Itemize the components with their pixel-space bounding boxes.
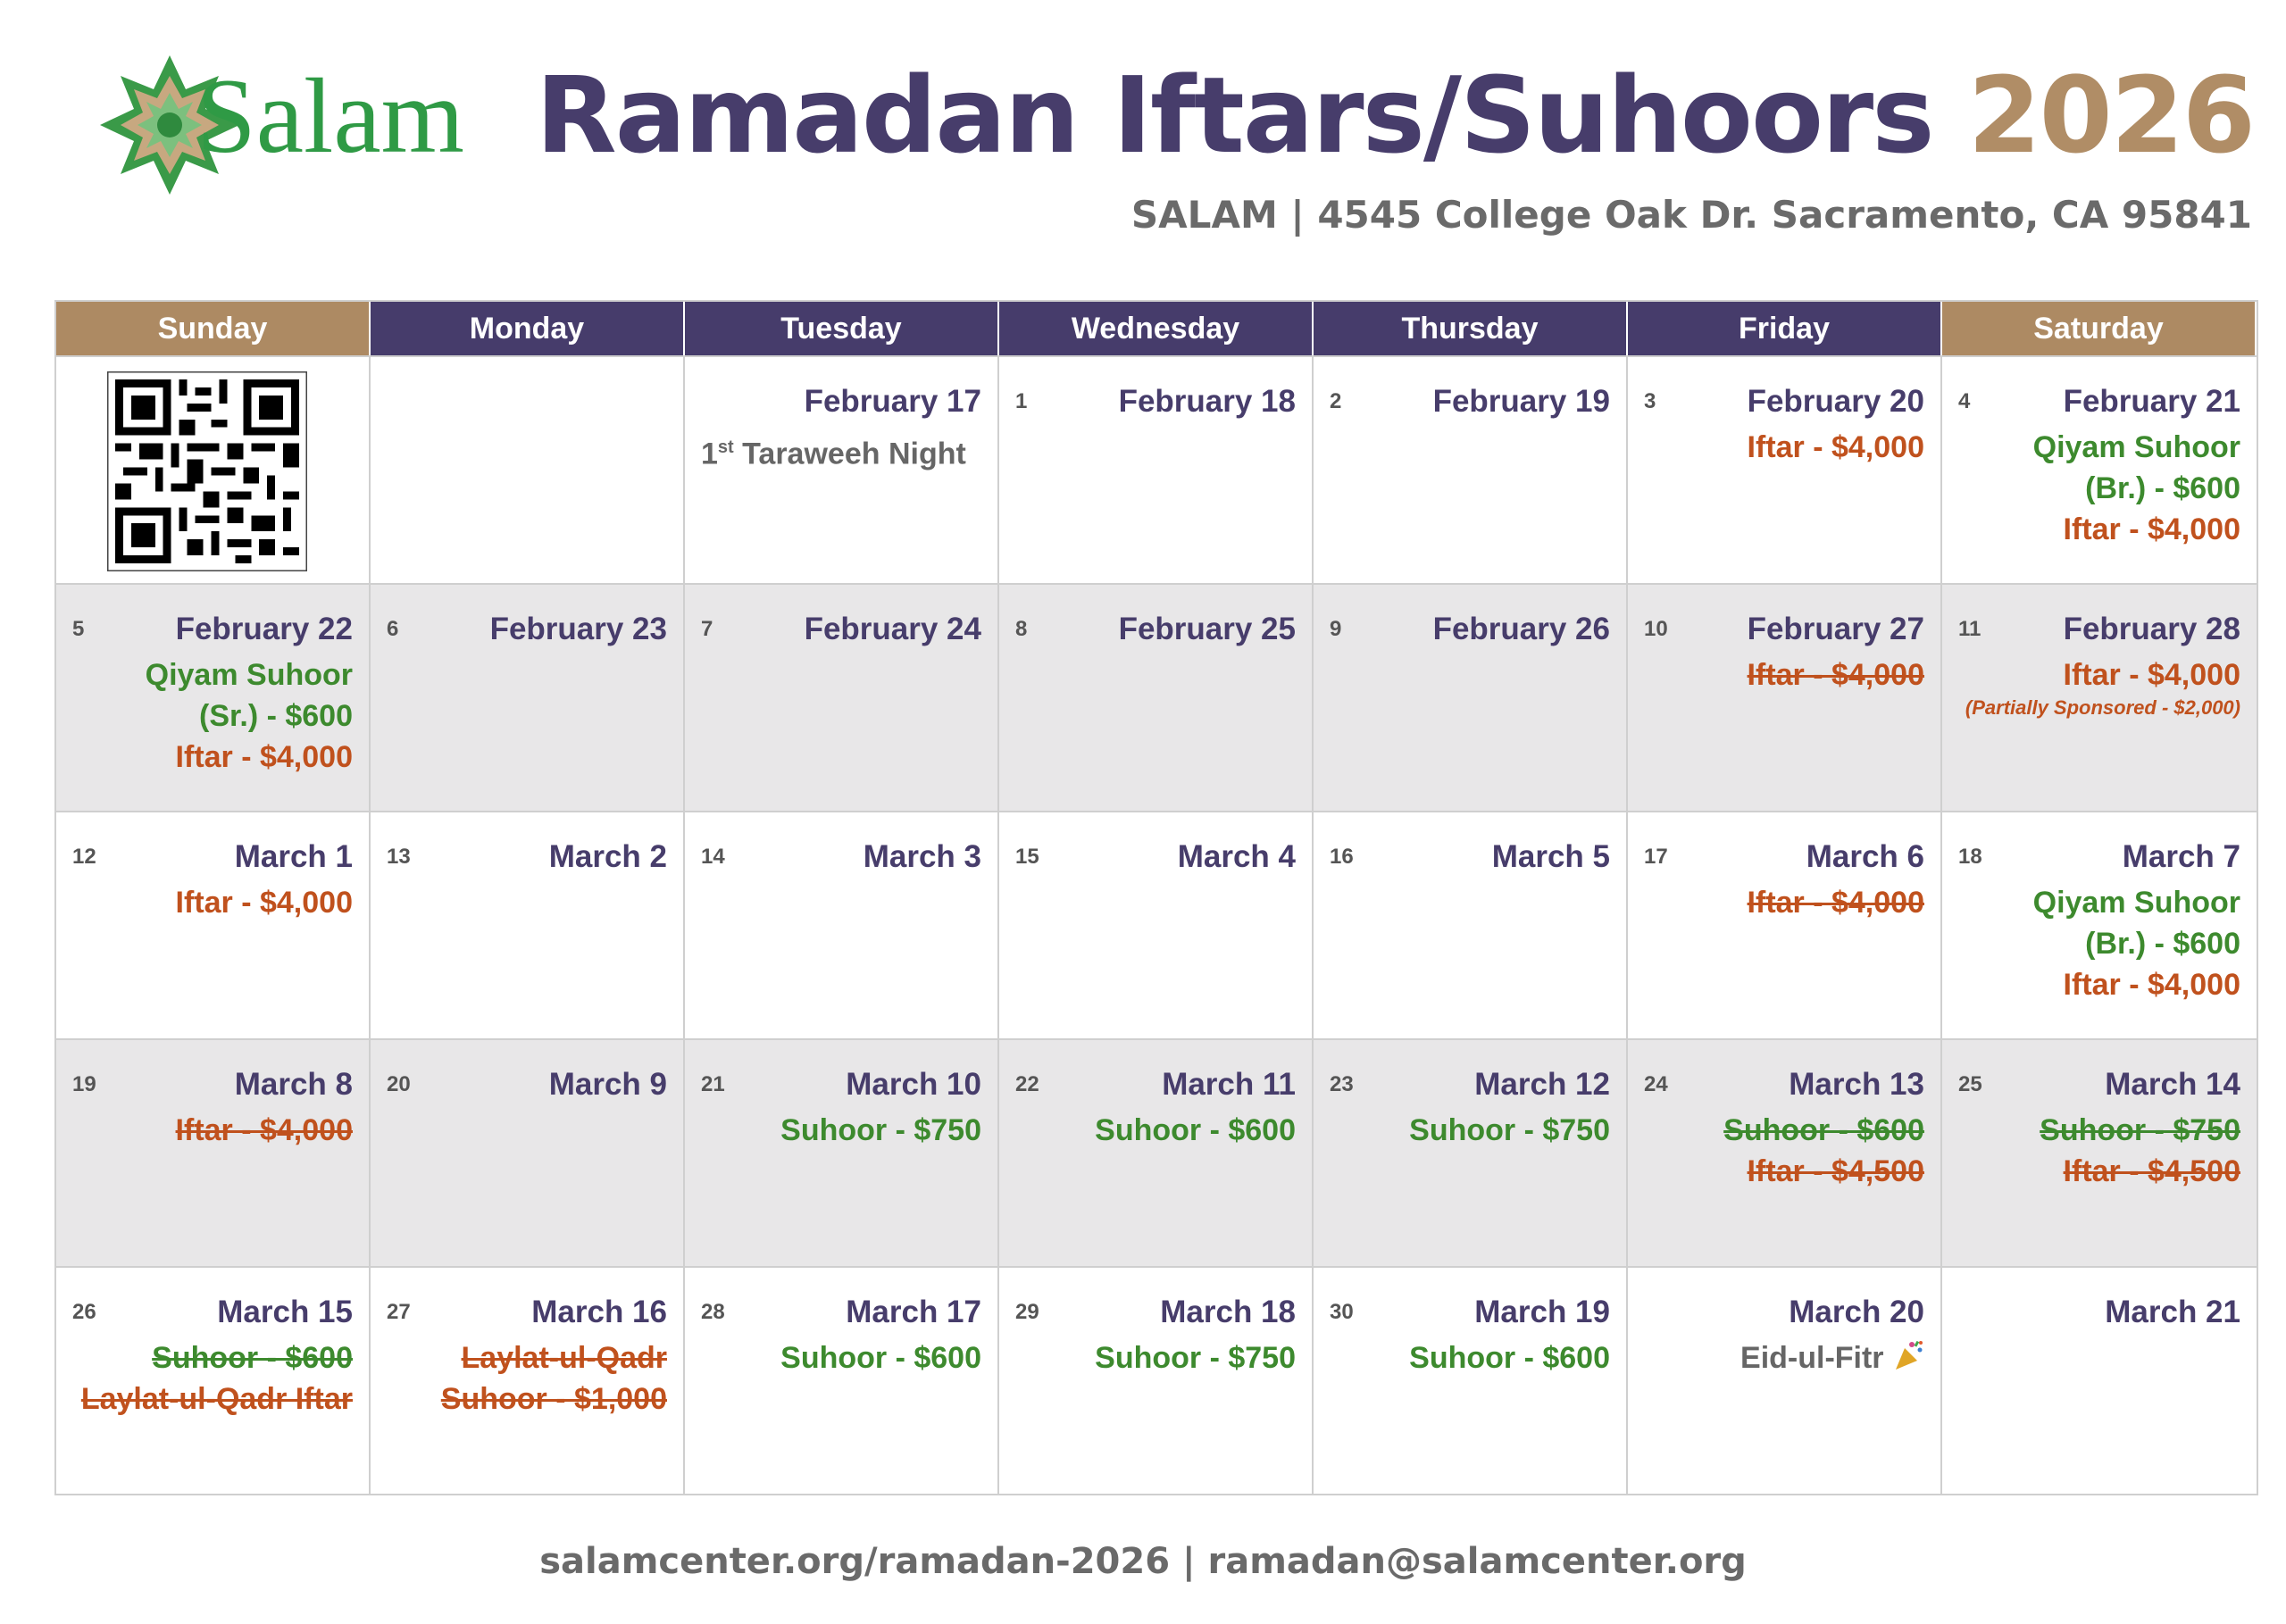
- suhoor-slot[interactable]: Qiyam Suhoor (Br.) - $600: [2032, 430, 2240, 505]
- cell-date: March 2: [548, 839, 667, 874]
- calendar-cell-feb22: [56, 583, 371, 811]
- qr-cell: [56, 355, 371, 583]
- iftar-slot[interactable]: Iftar - $4,000: [2063, 968, 2240, 1002]
- iftar-slot-sponsored: Iftar - $4,000: [1747, 886, 1924, 920]
- cell-date: March 5: [1491, 839, 1610, 874]
- calendar-cell-mar2: [371, 811, 685, 1038]
- calendar-cell-mar15: [56, 1266, 371, 1494]
- cell-date: March 6: [1806, 839, 1924, 874]
- iftar-slot-sponsored: Iftar - $4,500: [2063, 1154, 2240, 1188]
- iftar-slot-sponsored: Iftar - $4,000: [175, 1113, 353, 1147]
- cell-date: March 4: [1177, 839, 1296, 874]
- calendar-cell-feb26: [1314, 583, 1628, 811]
- calendar-cell-mar8: [56, 1038, 371, 1266]
- day-number: 13: [387, 845, 411, 869]
- suhoor-slot[interactable]: Suhoor - $600: [1095, 1113, 1296, 1147]
- cell-date: March 14: [2105, 1067, 2240, 1102]
- footer-contact[interactable]: salamcenter.org/ramadan-2026 | ramadan@salamcenter.org: [539, 1541, 1747, 1582]
- day-number: 23: [1330, 1072, 1354, 1096]
- calendar-cell-feb27: [1628, 583, 1942, 811]
- day-number: 24: [1644, 1072, 1668, 1096]
- iftar-slot-sponsored: Iftar - $4,500: [1747, 1154, 1924, 1188]
- calendar-cell-mar19: [1314, 1266, 1628, 1494]
- suhoor-slot-sponsored: Suhoor - $600: [1723, 1113, 1924, 1147]
- calendar-cell-mar5: [1314, 811, 1628, 1038]
- address-subtitle: SALAM | 4545 College Oak Dr. Sacramento, CA 95841: [1130, 193, 2252, 237]
- suhoor-slot[interactable]: Qiyam Suhoor (Br.) - $600: [2032, 886, 2240, 961]
- cell-date: March 1: [234, 839, 353, 874]
- suhoor-slot[interactable]: Suhoor - $750: [780, 1113, 981, 1147]
- day-number: 21: [701, 1072, 725, 1096]
- cell-date: March 12: [1474, 1067, 1610, 1102]
- suhoor-slot[interactable]: Qiyam Suhoor (Sr.) - $600: [145, 658, 353, 733]
- day-number: 17: [1644, 845, 1668, 869]
- eid-label: Eid-ul-Fitr: [1644, 1337, 1924, 1378]
- day-number: 12: [72, 845, 96, 869]
- cell-date: February 26: [1432, 612, 1610, 646]
- day-number: 30: [1330, 1300, 1354, 1324]
- iftar-slot[interactable]: Iftar - $4,000: [175, 886, 353, 920]
- cell-note: 1st Taraweeh Night: [701, 437, 966, 471]
- partial-sponsor-note: (Partially Sponsored - $2,000): [1965, 696, 2240, 719]
- day-number: 16: [1330, 845, 1354, 869]
- cell-date: February 25: [1118, 612, 1296, 646]
- calendar-cell-mar17: [685, 1266, 999, 1494]
- cell-date: March 17: [846, 1295, 981, 1329]
- day-number: 3: [1644, 389, 1656, 413]
- cell-date: February 28: [2063, 612, 2240, 646]
- cell-date: March 9: [548, 1067, 667, 1102]
- calendar-cell-empty: [371, 355, 685, 583]
- calendar-cell-mar11: [999, 1038, 1314, 1266]
- header-sunday: Sunday: [56, 302, 371, 355]
- calendar-cell-feb17: [685, 355, 999, 583]
- calendar-cell-mar20: [1628, 1266, 1942, 1494]
- day-number: 11: [1958, 617, 1981, 641]
- header-saturday: Saturday: [1942, 302, 2257, 355]
- day-number: 6: [387, 617, 399, 641]
- header-monday: Monday: [371, 302, 685, 355]
- cell-date: March 11: [1162, 1067, 1296, 1102]
- day-number: 29: [1015, 1300, 1039, 1324]
- calendar-cell-mar18: [999, 1266, 1314, 1494]
- calendar-cell-feb19: [1314, 355, 1628, 583]
- header-wednesday: Wednesday: [999, 302, 1314, 355]
- day-number: 4: [1958, 389, 1971, 413]
- calendar-cell-feb28: [1942, 583, 2257, 811]
- calendar-cell-mar4: [999, 811, 1314, 1038]
- day-number: 27: [387, 1300, 411, 1324]
- cell-date: February 23: [489, 612, 667, 646]
- suhoor-slot[interactable]: Suhoor - $600: [1409, 1341, 1610, 1375]
- iftar-slot[interactable]: Iftar - $4,000: [1747, 430, 1924, 464]
- iftar-slot[interactable]: Iftar - $4,000: [175, 740, 353, 774]
- day-number: 22: [1015, 1072, 1039, 1096]
- calendar-cell-feb24: [685, 583, 999, 811]
- laylat-label-sponsored: Laylat-ul-Qadr: [461, 1341, 667, 1375]
- cell-date: March 3: [863, 839, 981, 874]
- cell-date: February 24: [804, 612, 981, 646]
- cell-date: March 20: [1789, 1295, 1924, 1329]
- cell-date: February 17: [804, 384, 981, 419]
- day-number: 7: [701, 617, 713, 641]
- calendar-cell-feb25: [999, 583, 1314, 811]
- cell-date: February 18: [1118, 384, 1296, 419]
- day-number: 19: [72, 1072, 96, 1096]
- calendar-cell-mar13: [1628, 1038, 1942, 1266]
- cell-date: February 19: [1432, 384, 1610, 419]
- calendar-cell-mar6: [1628, 811, 1942, 1038]
- day-number: 2: [1330, 389, 1342, 413]
- day-number: 5: [72, 617, 85, 641]
- cell-date: March 16: [531, 1295, 667, 1329]
- calendar-cell-mar1: [56, 811, 371, 1038]
- calendar-cell-mar9: [371, 1038, 685, 1266]
- calendar-cell-mar16: [371, 1266, 685, 1494]
- day-number: 1: [1015, 389, 1028, 413]
- cell-date: March 13: [1789, 1067, 1924, 1102]
- laylat-iftar-sponsored: Laylat-ul-Qadr Iftar: [80, 1382, 353, 1416]
- page-title: [535, 54, 2254, 177]
- salam-logo: [98, 54, 473, 259]
- day-number: 15: [1015, 845, 1039, 869]
- calendar-cell-feb21: [1942, 355, 2257, 583]
- day-number: 14: [701, 845, 725, 869]
- calendar-cell-mar3: [685, 811, 999, 1038]
- party-popper-icon: [1892, 1339, 1924, 1371]
- suhoor-slot[interactable]: Suhoor - $750: [1095, 1341, 1296, 1375]
- header-friday: Friday: [1628, 302, 1942, 355]
- day-number: 20: [387, 1072, 411, 1096]
- ramadan-calendar: [54, 300, 2258, 1495]
- cell-date: March 19: [1474, 1295, 1610, 1329]
- iftar-slot-sponsored: Iftar - $4,000: [1747, 658, 1924, 692]
- calendar-cell-mar14: [1942, 1038, 2257, 1266]
- cell-date: March 18: [1160, 1295, 1296, 1329]
- cell-date: March 8: [234, 1067, 353, 1102]
- cell-date: February 21: [2063, 384, 2240, 419]
- logo-wordmark: Salam: [196, 56, 464, 175]
- calendar-cell-mar10: [685, 1038, 999, 1266]
- title-text: Ramadan Iftars/Suhoors: [535, 54, 1933, 177]
- cell-date: March 15: [217, 1295, 353, 1329]
- cell-date: February 22: [175, 612, 353, 646]
- suhoor-slot-sponsored: Suhoor - $750: [2040, 1113, 2240, 1147]
- iftar-slot[interactable]: Iftar - $4,000: [2063, 658, 2240, 692]
- title-year: 2026: [1967, 54, 2254, 177]
- laylat-suhoor-sponsored: Suhoor - $1,000: [440, 1382, 667, 1416]
- calendar-cell-feb20: [1628, 355, 1942, 583]
- header-thursday: Thursday: [1314, 302, 1628, 355]
- calendar-cell-mar21: [1942, 1266, 2257, 1494]
- cell-date: February 20: [1747, 384, 1924, 419]
- day-number: 28: [701, 1300, 725, 1324]
- day-number: 18: [1958, 845, 1982, 869]
- qr-code-icon[interactable]: [107, 371, 307, 571]
- day-number: 10: [1644, 617, 1668, 641]
- calendar-cell-mar7: [1942, 811, 2257, 1038]
- suhoor-slot[interactable]: Suhoor - $750: [1409, 1113, 1610, 1147]
- calendar-cell-mar12: [1314, 1038, 1628, 1266]
- header-tuesday: Tuesday: [685, 302, 999, 355]
- day-number: 9: [1330, 617, 1342, 641]
- day-number: 25: [1958, 1072, 1982, 1096]
- cell-date: March 21: [2105, 1295, 2240, 1329]
- day-number: 26: [72, 1300, 96, 1324]
- suhoor-slot[interactable]: Suhoor - $600: [780, 1341, 981, 1375]
- day-number: 8: [1015, 617, 1028, 641]
- cell-date: March 10: [846, 1067, 981, 1102]
- calendar-cell-feb23: [371, 583, 685, 811]
- suhoor-slot-sponsored: Suhoor - $600: [152, 1341, 353, 1375]
- iftar-slot[interactable]: Iftar - $4,000: [2063, 512, 2240, 546]
- cell-date: March 7: [2122, 839, 2240, 874]
- cell-date: February 27: [1747, 612, 1924, 646]
- calendar-cell-feb18: [999, 355, 1314, 583]
